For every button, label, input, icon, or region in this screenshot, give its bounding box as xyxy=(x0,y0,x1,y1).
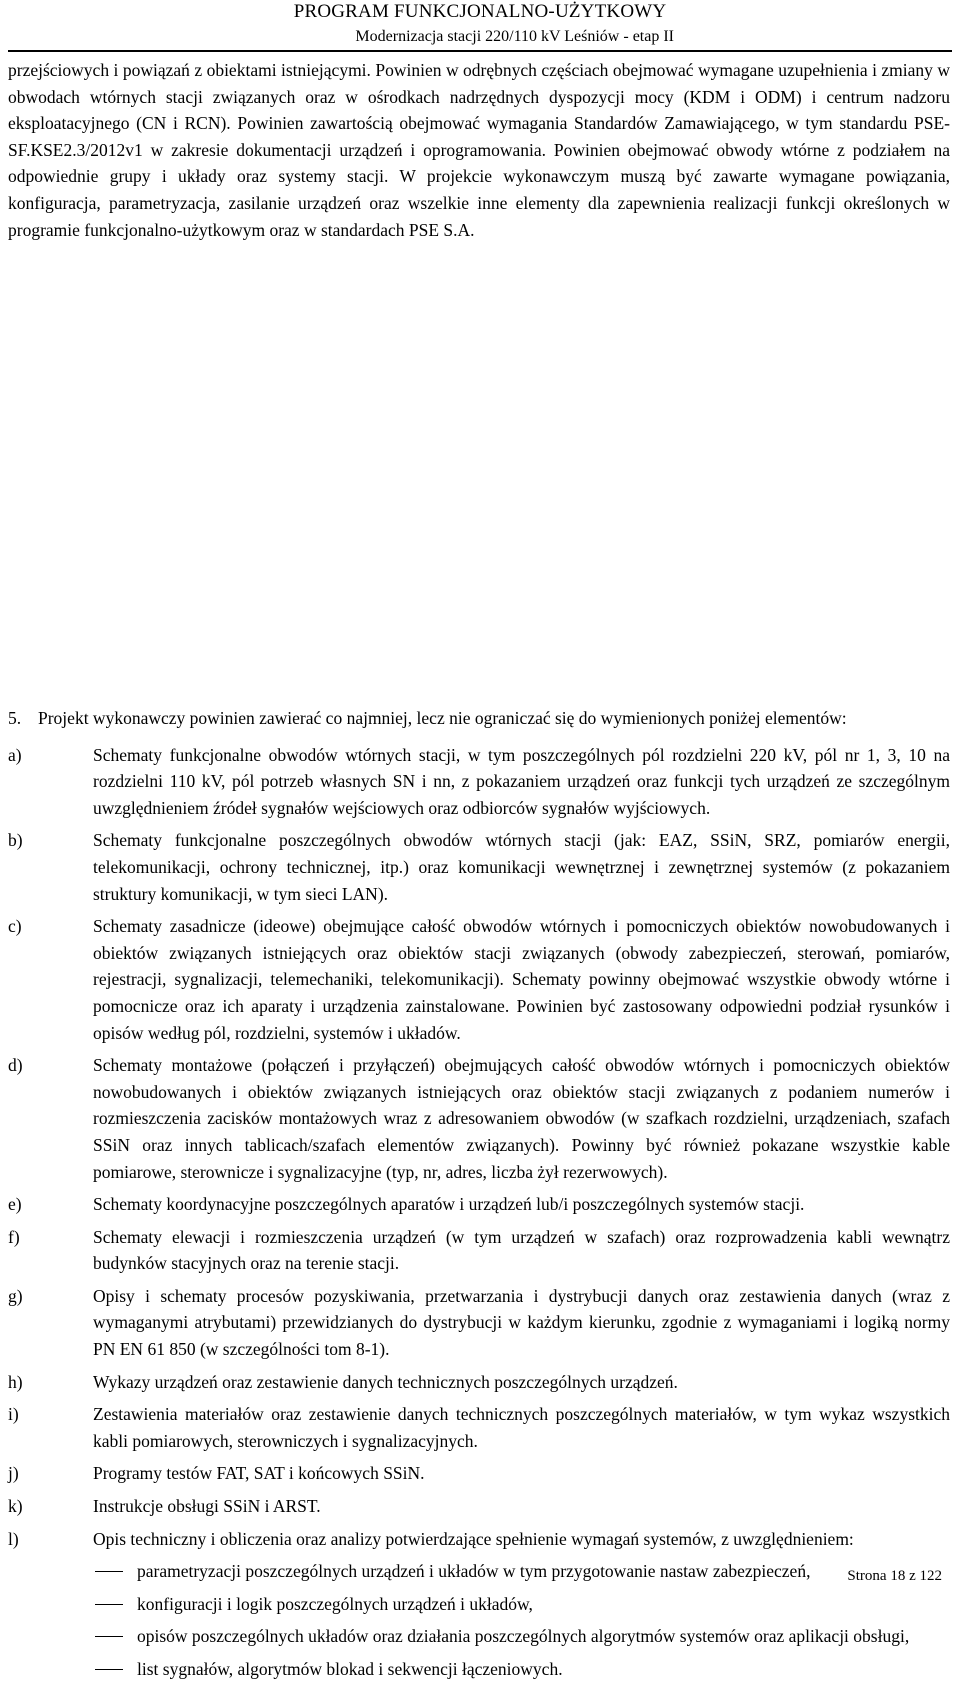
sub-list-item xyxy=(93,1656,950,1683)
list-item-label: e) xyxy=(8,1194,22,1215)
sub-list-item xyxy=(93,1558,950,1585)
point-5-number: 5. xyxy=(8,708,22,728)
dash-bullet xyxy=(93,1623,137,1649)
page-number: Strona 18 z 122 xyxy=(847,1568,942,1584)
dash-bullet xyxy=(93,1656,137,1682)
sub-list-item xyxy=(93,1591,950,1618)
point-5-text: Projekt wykonawczy powinien zawierać co najmniej, lecz nie ograniczać się do wymienionych poniżej elementów: xyxy=(38,708,847,728)
list-item xyxy=(8,1191,950,1218)
point-5-paragraph xyxy=(8,705,950,732)
list-item xyxy=(8,1493,950,1520)
list-item xyxy=(8,1369,950,1396)
list-item xyxy=(8,827,950,907)
sub-list xyxy=(93,1558,950,1682)
page-header xyxy=(0,0,960,52)
requirements-list xyxy=(8,742,950,1689)
list-item-label: b) xyxy=(8,830,23,851)
list-item-text: Zestawienia materiałów oraz zestawienie danych technicznych poszczególnych materiałów, w tym wykaz wszystkich kabli pomiarowych, sterowniczych i sygnalizacyjnych. xyxy=(93,1404,950,1451)
document-title: PROGRAM FUNKCJONALNO-UŻYTKOWY xyxy=(293,1,667,22)
list-item-label: f) xyxy=(8,1226,20,1247)
list-item-label: d) xyxy=(8,1055,23,1076)
list-item-text: Opis techniczny i obliczenia oraz analizy potwierdzające spełnienie wymagań systemów, z uwzględnieniem: xyxy=(93,1528,854,1549)
list-item-text: Schematy koordynacyjne poszczególnych aparatów i urządzeń lub/i poszczególnych systemów stacji. xyxy=(93,1194,805,1215)
list-item-text: Schematy montażowe (połączeń i przyłączeń) obejmujących całość obwodów wtórnych i pomocniczych obiektów nowobudowanych i obiektów związanych istniejących oraz obiektów stacji związanych z podaniem numerów i rozmieszczenia zacisków montażowych wraz z adresowaniem obwodów (w szafkach rozdzielni, urządzeniach, szafach SSiN oraz innych tablicach/szafach elementów związanych). Powinny być również pokazane wszystkie kable pomiarowe, sterownicze i sygnalizacyjne (typ, nr, adres, liczba żył rezerwowych). xyxy=(93,1055,950,1182)
list-item xyxy=(8,1283,950,1363)
dash-bullet xyxy=(93,1558,137,1584)
list-item-text: Opisy i schematy procesów pozyskiwania, przetwarzania i dystrybucji danych oraz zestawienia danych (wraz z wymaganymi atrybutami) przewidzianych do dystrybucji w każdym kierunku, zgodnie z wymaganiami i logiką normy PN EN 61 850 (w szczególności tom 8-1). xyxy=(93,1285,950,1360)
list-item-body xyxy=(93,1526,950,1689)
list-item xyxy=(8,1460,950,1487)
list-item-text: Wykazy urządzeń oraz zestawienie danych technicznych poszczególnych urządzeń. xyxy=(93,1371,678,1392)
list-item xyxy=(8,1052,950,1185)
list-item-label: j) xyxy=(8,1463,19,1484)
sub-list-item-text: list sygnałów, algorytmów blokad i sekwencji łączeniowych. xyxy=(137,1659,563,1679)
sub-list-item xyxy=(93,1623,950,1650)
list-item-label: i) xyxy=(8,1404,19,1425)
list-item-label: a) xyxy=(8,744,22,765)
list-item xyxy=(8,1401,950,1454)
list-item-text: Schematy funkcjonalne poszczególnych obwodów wtórnych stacji (jak: EAZ, SSiN, SRZ, pomiarów energii, telekomunikacji, ochrony technicznej, itp.) oraz komunikacji wewnętrznej i zewnętrznej systemów (z pokazaniem struktury komunikacji, w tym sieci LAN). xyxy=(93,830,950,904)
list-item-text: Schematy zasadnicze (ideowe) obejmujące całość obwodów wtórnych i pomocniczych obiektów nowobudowanych i obiektów związanych istniejących oraz obiektów stacji związanych (obwody zabezpieczeń, sterowań, pomiarów, rejestracji, sygnalizacji, telemechaniki, telekomunikacji). Schematy powinny obejmować wszystkie obwody wtórne i pomocnicze oraz ich aparaty i urządzenia zainstalowane. Powinien być zastosowany odpowiedni podział rysunków i opisów według pól, rozdzielni, systemów i układów. xyxy=(93,916,950,1043)
list-item-label: c) xyxy=(8,916,22,937)
list-item-text: Programy testów FAT, SAT i końcowych SSiN. xyxy=(93,1463,425,1484)
list-item-label: g) xyxy=(8,1285,23,1306)
sub-list-item-text: konfiguracji i logik poszczególnych urządzeń i układów, xyxy=(137,1593,533,1614)
document-body xyxy=(8,57,950,1695)
list-item xyxy=(8,742,950,822)
list-item-text: Schematy elewacji i rozmieszczenia urządzeń (w tym urządzeń w szafach) oraz rozprowadzenia kabli wewnątrz budynków stacyjnych oraz na terenie stacji. xyxy=(93,1226,950,1274)
list-item xyxy=(8,913,950,1046)
list-item-text: Schematy funkcjonalne obwodów wtórnych stacji, w tym poszczególnych pól rozdzielni 220 kV, pól nr 1, 3, 10 na rozdzielni 110 kV, pól potrzeb własnych SN i nn, z pokazaniem urządzeń oraz funkcji tych urządzeń ze szczególnym uwzględnieniem źródeł sygnałów wejściowych oraz odbiorców sygnałów wyjściowych. xyxy=(93,744,950,818)
sub-list-item-text: opisów poszczególnych układów oraz działania poszczególnych algorytmów systemów oraz aplikacji obsługi, xyxy=(137,1626,910,1647)
header-divider xyxy=(8,50,952,52)
intro-paragraph: przejściowych i powiązań z obiektami istniejącymi. Powinien w odrębnych częściach obejmować wymagane uzupełnienia i zmiany w obwodach wtórnych stacji związanych oraz w ośrodkach nadrzędnych dyspozycji mocy (KDM i ODM) i centrum nadzoru eksploatacyjnego (CN i RCN). Powinien zawartością obejmować wymagania Standardów Zamawiającego, w tym standardu PSE-SF.KSE2.3/2012v1 w zakresie dokumentacji urządzeń i oprogramowania. Powinien obejmować obwody wtórne z podziałem na odpowiednie grupy i układy oraz systemy stacji. W projekcie wykonawczym muszą być zawarte wymagane powiązania, konfiguracja, parametryzacja, zasilanie urządzeń oraz wszelkie inne elementy dla zapewnienia realizacji funkcji określonych w programie funkcjonalno-użytkowym oraz w standardach PSE S.A. xyxy=(8,60,950,240)
sub-list-item-text: parametryzacji poszczególnych urządzeń i układów w tym przygotowanie nastaw zabezpieczeń, xyxy=(137,1561,811,1582)
list-item-label: k) xyxy=(8,1496,23,1517)
dash-bullet xyxy=(93,1591,137,1617)
list-item xyxy=(8,1526,950,1689)
list-item-label: l) xyxy=(8,1528,19,1549)
document-subtitle: Modernizacja stacji 220/110 kV Leśniów - etap II xyxy=(355,28,674,45)
list-item-label: h) xyxy=(8,1371,23,1392)
list-item xyxy=(8,1224,950,1277)
list-item-text: Instrukcje obsługi SSiN i ARST. xyxy=(93,1496,321,1517)
